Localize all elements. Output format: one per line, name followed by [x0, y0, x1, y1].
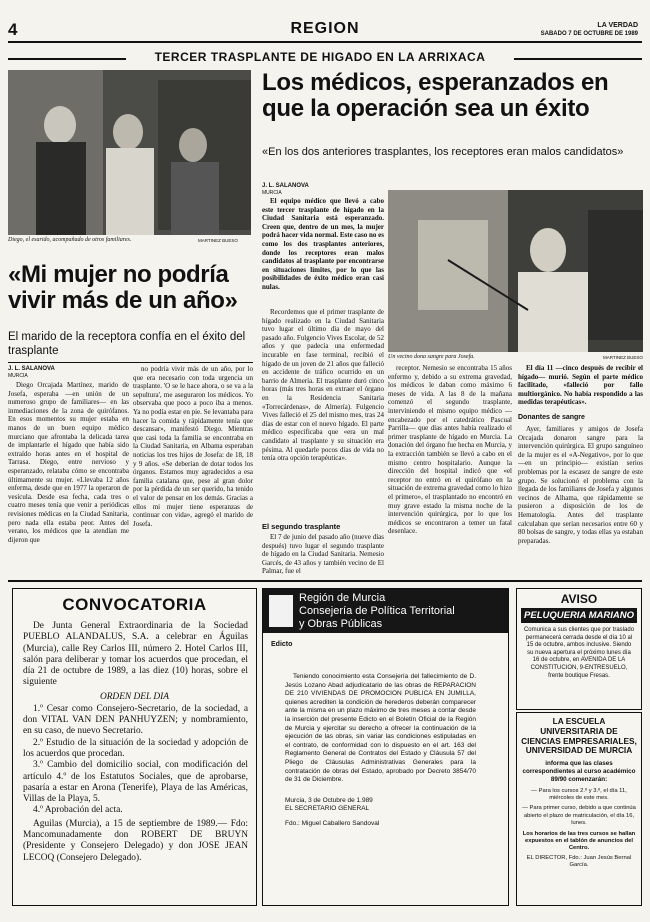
page-date: SABADO 7 DE OCTUBRE DE 1989 [540, 31, 638, 37]
right-col-c2-text: Ayer, familiares y amigos de Josefa Orcajada donaron sangre para la intervención quirúrgica. El grupo sanguíneo de la mujer es el «A-Negativo», por lo que —en un principio— existían serios problemas por la escasez de sangre de este grupo. Se solucionó el problema con la llegada de los familiares de Josefa y algunos vecinos de Alhama, que rápidamente se pusieron a disposición de los de Hematología. Antes del trasplante calculaban que serían necesarios entre 60 y 80 bolsas de sangre, y todas ellas ya estaban preparadas. [518, 425, 643, 545]
right-column-c2 [518, 425, 643, 577]
murcia-ad-header [263, 589, 508, 633]
left-byline: J. L. SALANOVA [8, 366, 55, 372]
right-column-b [388, 364, 512, 577]
right-subhead: «En los dos anteriores trasplantes, los receptores eran malos candidatos» [262, 146, 624, 158]
top-rule [8, 41, 642, 43]
paper-name: LA VERDAD [597, 22, 638, 29]
donation-photo-image [388, 190, 643, 352]
escuela-ad [516, 712, 642, 906]
right-col-a2-text: El 7 de junio del pasado año (nueve días después) tuvo lugar el segundo trasplante de hígado en la Ciudad Sanitaria. Nemesio Garcés, de 43 años y también vecino de El Palmar, fue el [262, 533, 384, 576]
edicto-label: Edicto [271, 641, 293, 648]
convocatoria-closing: Aguilas (Murcia), a 15 de septiembre de 1989.— Fdo: Mancomunadamente don ROBERT DE BRUYN (Presidente y Consejero Delegado) y don JOSE JEAN LECOQ (Consejero Delegado). [23, 818, 248, 863]
escuela-title-2: UNIVERSIDAD DE MURCIA [525, 745, 633, 756]
escuela-item-2: — Para primer curso, debido a que continúa abierto el plazo de matriculación, el día 16, lunes. [522, 805, 636, 827]
escuela-intro: informa que las clases correspondientes al curso académico 89/90 comenzarán: [522, 760, 636, 783]
left-byline-place: MURCIA [8, 373, 28, 379]
segundo-trasplante-heading: El segundo trasplante [262, 522, 341, 531]
edicto-signer-title: EL SECRETARIO GENERAL [285, 804, 370, 812]
donation-photo-caption: Un vecino dona sangre para Josefa. [388, 354, 475, 360]
family-photo-credit: MARTINEZ BUESO [198, 238, 238, 243]
page-number: 4 [8, 20, 18, 39]
left-col1-text: Diego Orcajada Martínez, marido de Josefa, esperaba —en unión de un numeroso grupo de familiares— en las inmediaciones de la zona de quirófanos. En esos momentos su mujer estaba en manos de un buen equipo médico murciano que afrontaba la delicada tarea de implantarle el hígado que había sido extraído horas antes en el hospital de Tarrasa. Diego, entre nervioso y esperanzado, relataba cómo se encontraba últimamente su mujer. «Llevaba 12 años enferma, desde que en 1977 la operaron de vesícula. Desde esa fecha, cada tres o cuatro meses tenía que venir a periódicas revisiones médicas en la Ciudad Sanitaria, pero nada ella estaba peor. Antes del verano, los médicos que la atendían me dijeron que [8, 381, 129, 544]
escuela-horarios: Los horarios de las tres cursos se hallan expuestos en el tablón de anuncios del Centro. [522, 830, 636, 852]
left-subhead: El marido de la receptora confía en el éxito del trasplante [8, 331, 246, 357]
aviso-shop: PELUQUERIA MARIANO [521, 608, 637, 623]
right-byline: J. L. SALANOVA [262, 183, 309, 189]
family-photo-caption: Diego, el esarido, acompañado de otros familiares. [8, 237, 132, 243]
convocatoria-item-3: 3.º Cambio del domicilio social, con modificación del artículo 4.º de los Estatutos Sociales, que de aprobarse, pasaría a estar en Arona (Tenerife), Playa de las Américas, Villas de la Playa, 5. [23, 760, 248, 805]
convocatoria-body: De Junta General Extraordinaria de la Sociedad PUEBLO ALANDALUS, S.A. a celebrar en Águilas (Murcia), calle Rey Carlos III, número 2. Hotel Carlos III, salón para deliberar y tomar los acuerdos que procedan, el día 21 de octubre de 1989, a las diez (10) horas, sobre el siguiente [23, 621, 248, 688]
banner: TERCER TRASPLANTE DE HIGADO EN LA ARRIXACA [154, 50, 486, 64]
family-photo-image [8, 70, 251, 235]
convocatoria-item-2: 2.º Estudio de la situación de la sociedad y adopción de los acuerdos que procedan. [23, 737, 248, 759]
right-column-a [262, 308, 384, 524]
donation-photo [388, 190, 643, 352]
convocatoria-order-title: ORDEN DEL DIA [99, 691, 170, 702]
edicto-body: Teniendo conocimiento esta Consejería del fallecimiento de D. Jesús Lozano Abad adjudicatario de las obras de REPARACION DE 210 VIVIENDAS DE PROMOCION PUBLICA EN JUMILLA, quienes acrediten la condición de herederos deberán comparecer ante la misma en un plazo máximo de tres meses a contar desde la inserción del presente Edicto en el Boletín Oficial de la Región de Murcia y ejercitar su derecho a ofrecer la continuación de la ejecución de las obras, sin variar las condiciones estipuladas en el contrato, de conformidad con lo dispuesto en el art. 163 del Reglamento General de Contratos del Estado y Cláusula 57 del Pliego de Cláusulas Administrativas Generales para la contratación de obras del Estado, aprobado por Decreto 3854/70 de 31 de Diciembre. [285, 673, 476, 784]
donantes-heading: Donantes de sangre [518, 414, 585, 421]
right-col-a-text: Recordemos que el primer trasplante de hígado realizado en la Ciudad Sanitaria tuvo lugar el último día de mayo del pasado año. Fulgencio Vives Escolar, de 52 años y que padecía una enfermedad incurable en fase terminal, recibió el hígado de un joven de 21 años que falleció en accidente de tráfico ocurrido en un barrio de Almería. El trasplante duró cinco horas (más tres horas en extraer el órgano en la Residencia Sanitaria «Torrecárdenas», de Almería). Fulgencio Vives falleció el 25 del mismo mes, tras 24 días de estar con el nuevo hígado. El parte médico especificaba que «era un mal candidato al trasplante y su situación era pésima. Al quedarle pocos días de vida no tenía otra opción terapéutica». [262, 308, 384, 463]
murcia-ad-subtitle-2: y Obras Públicas [299, 618, 383, 630]
left-col2-text: no podría vivir más de un año, por lo que era necesario con toda urgencia un trasplante. 'O se le hace ahora, o se va a la sepultura', me aseguraron los médicos. Yo observaba que poco a poco iba a menos. Ya no podía estar en pie. Se levantaba para hacer la comida y rápidamente tenía que descansar», manifestó Diego. Mientras que casi toda la familia se encontraba en la Ciudad Sanitaria, en Albama esperaban noticias los tres hijos de Josefa: de 18, 18 y 9 años. «Se deberían de dotar todos los órganos. Estamos muy agradecidos a esa familia catalana que, pese al gran dolor por la pérdida de un ser querido, ha tenido el valor de pensar en los demás. Gracias a ellos mi mujer tiene esperanzas de continuar con vida», agregó el marido de Josefa. [133, 365, 253, 528]
murcia-ad [262, 588, 509, 906]
convocatoria-item-4: 4.º Aprobación del acta. [33, 805, 123, 816]
family-photo [8, 70, 251, 235]
escuela-director: EL DIRECTOR, Fdo.: Juan Jesús Bernal García. [526, 854, 632, 869]
right-column-c [518, 364, 643, 412]
convocatoria-title: CONVOCATORIA [62, 595, 207, 614]
region-murcia-emblem [269, 595, 293, 627]
left-divider [8, 362, 253, 363]
aviso-title: AVISO [560, 592, 598, 606]
convocatoria-item-1: 1.º Cesar como Consejero-Secretario, de la sociedad, a don VITAL VAN DEN PANHUYZEN; y nombramiento, en su caso, de nuevo Secretario. [23, 703, 248, 737]
escuela-title-1: LA ESCUELA UNIVERSITARIA DE CIENCIAS EMPRESARIALES, [521, 716, 637, 746]
donation-photo-credit: MARTINEZ BUESO [603, 355, 643, 360]
convocatoria-ad [12, 588, 257, 906]
right-headline: Los médicos, esperanzados en que la operación sea un éxito [262, 69, 609, 122]
right-col-c-text: El día 11 —cinco después de recibir el hígado— murió. Según el parte médico facilitado, «falleció por fallo multiorgánico. No había respondido a las medidas terapéuticas». [518, 364, 643, 407]
right-byline-place: MURCIA [262, 190, 282, 196]
aviso-body: Comunica a sus clientes que por traslado permanecerá cerrada desde el día 10 al 15 de octubre, ambos inclusive. Siendo su nueva apertura el próximo lunes día 16 de octubre, en AVENIDA DE LA CONSTITUCION, 9-ENTRESUELO, frente boutique Fresas. [523, 627, 635, 679]
banner-rule-right [514, 58, 642, 60]
ads-rule [8, 580, 642, 582]
left-column-1 [8, 381, 129, 565]
section-title: REGION [290, 20, 360, 37]
right-lead-text: El equipo médico que llevó a cabo este tercer trasplante de hígado en la Ciudad Sanitaria está esperanzado. Creen que, dentro de un mes, la mujer podrá hacer vida normal. Este caso no es como los dos trasplantes anteriores, donde los receptores eran malos candidatos al trasplante por encontrarse en situaciones límites, por lo que las posibilidades de éxito médico eran casi nulas. [262, 197, 384, 291]
right-col-b-text: receptor. Nemesio se encontraba 15 años enfermo y, debido a su extrema gravedad, los médicos le daban como máximo 6 meses de vida. A las 8 de la mañana comenzó el segundo trasplante, interviniendo el mismo equipo médico —encabezado por el catedrático Pascual Parrilla— que días antes había realizado el primer trasplante de hígado en Murcia. La donación del órgano fue hecha en Murcia, y la extracción también se llevó a cabo en el mismo centro hospitalario. Aunque la dirección del hospital indicó que «el receptor no entró en el quirófano en la situación de extrema gravedad como lo hizo el primero», el trasplantado no encontró en muy grave estado la misma noche de la intervención quirúrgica, por lo que los médicos se encontraron a temer un fatal desenlace. [388, 364, 512, 536]
edicto-date: Murcia, 3 de Octubre de 1.989 [285, 796, 373, 804]
convocatoria-items [23, 704, 248, 817]
aviso-ad [516, 588, 642, 710]
left-headline: «Mi mujer no podría vivir más de un año» [8, 261, 238, 314]
murcia-ad-title: Región de Murcia [299, 592, 386, 604]
edicto-signer: Fdo.: Miguel Caballero Sandoval [285, 819, 380, 827]
banner-rule-left [8, 58, 126, 60]
escuela-item-1: — Para los cursos 2.º y 3.º, el día 11, miércoles de este mes. [531, 787, 627, 801]
left-column-2 [133, 365, 253, 565]
right-column-a2 [262, 533, 384, 577]
right-lead [262, 197, 384, 307]
murcia-ad-subtitle-1: Consejería de Política Territorial [299, 605, 455, 617]
